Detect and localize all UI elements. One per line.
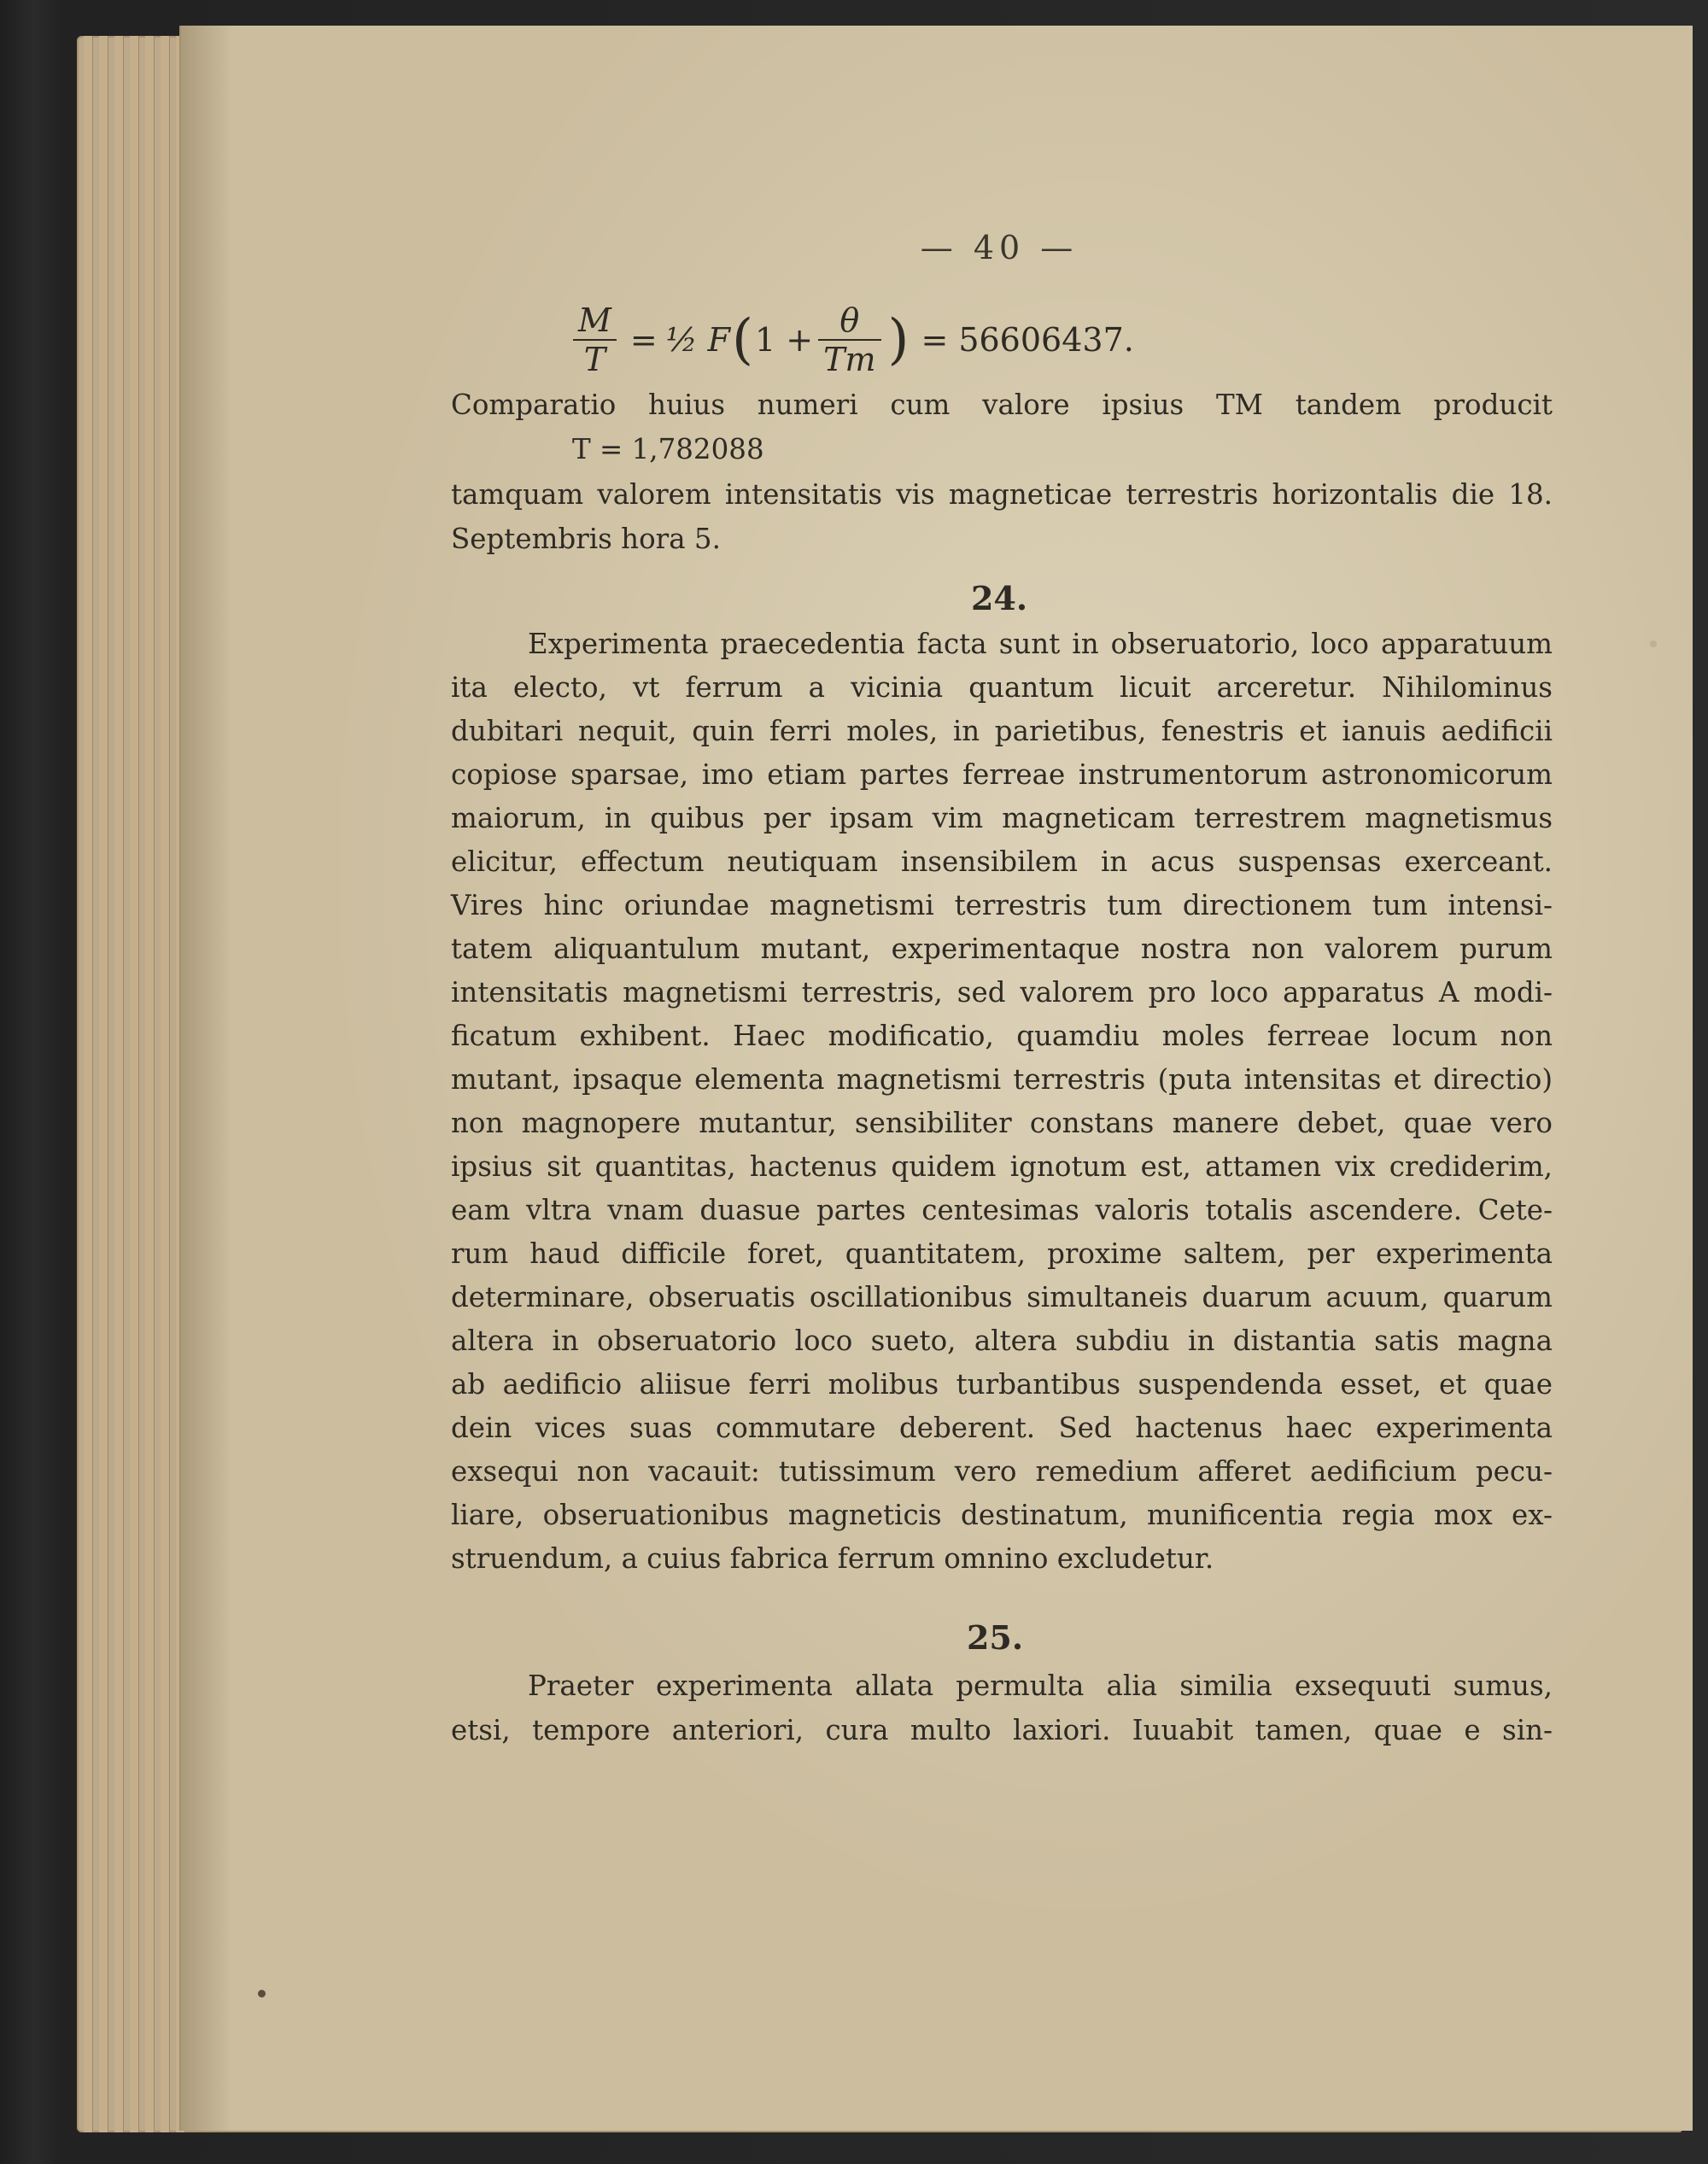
paragraph-line: ab aedificio aliisue ferri molibus turbantibus suspendenda esset, et quae bbox=[451, 1368, 1553, 1401]
section-number: 25. bbox=[966, 1618, 1024, 1657]
page-edge bbox=[84, 36, 93, 2132]
paragraph-line: ita electo, vt ferrum a vicinia quantum licuit arceretur. Nihilominus bbox=[451, 671, 1553, 704]
text-line: tamquam valorem intensitatis vis magneticae terrestris horizontalis die 18. bbox=[451, 478, 1553, 511]
page-edge bbox=[130, 36, 139, 2132]
paragraph-line: copiose sparsae, imo etiam partes ferreae instrumentorum astronomicorum bbox=[451, 758, 1553, 791]
page-number: — 40 — bbox=[920, 229, 1079, 266]
numerator: θ bbox=[839, 301, 860, 339]
ink-spot bbox=[258, 1990, 266, 1997]
paragraph-line: struendum, a cuius fabrica ferrum omnino excludetur. bbox=[451, 1542, 1214, 1575]
denominator: T bbox=[583, 340, 606, 378]
paragraph-line: Experimenta praecedentia facta sunt in obseruatorio, loco apparatuum bbox=[528, 628, 1553, 660]
page-edge bbox=[114, 36, 124, 2132]
equals-sign: = bbox=[921, 320, 949, 359]
page-edge bbox=[161, 36, 170, 2132]
section-number: 24. bbox=[970, 579, 1028, 617]
page-edge bbox=[145, 36, 155, 2132]
fraction-theta-over-tm bbox=[818, 301, 880, 378]
numerator: M bbox=[578, 301, 611, 339]
paragraph-line: elicitur, effectum neutiquam insensibilem in acus suspensas exerceant. bbox=[451, 845, 1553, 878]
paragraph-line: tatem aliquantulum mutant, experimentaque nostra non valorem purum bbox=[451, 933, 1553, 965]
paragraph-line: ficatum exhibent. Haec modificatio, quamdiu moles ferreae locum non bbox=[451, 1020, 1553, 1052]
paragraph-line: determinare, obseruatis oscillationibus simultaneis duarum acuum, quarum bbox=[451, 1281, 1553, 1313]
text-line: Septembris hora 5. bbox=[451, 523, 721, 555]
paragraph-line: eam vltra vnam duasue partes centesimas valoris totalis ascendere. Cete- bbox=[451, 1194, 1553, 1226]
paragraph-line: etsi, tempore anteriori, cura multo laxiori. Iuuabit tamen, quae e sin- bbox=[451, 1714, 1553, 1746]
paragraph-line: intensitatis magnetismi terrestris, sed valorem pro loco apparatus A modi- bbox=[451, 976, 1553, 1009]
fraction-m-over-t bbox=[573, 301, 617, 378]
paragraph-line: liare, obseruationibus magneticis destinatum, munificentia regia mox ex- bbox=[451, 1499, 1553, 1531]
equation-line: T = 1,782088 bbox=[572, 433, 764, 465]
formula bbox=[568, 299, 1134, 380]
text-line: Comparatio huius numeri cum valore ipsius TM tandem producit bbox=[451, 389, 1553, 421]
paren-open: ( bbox=[732, 307, 754, 371]
paragraph-line: rum haud difficile foret, quantitatem, proxime saltem, per experimenta bbox=[451, 1237, 1553, 1270]
formula-result: 56606437. bbox=[958, 320, 1134, 359]
paragraph-line: dubitari nequit, quin ferri moles, in parietibus, fenestris et ianuis aedificii bbox=[451, 715, 1553, 747]
paragraph-line: dein vices suas commutare deberent. Sed hactenus haec experimenta bbox=[451, 1412, 1553, 1444]
paragraph-line: mutant, ipsaque elementa magnetismi terrestris (puta intensitas et directio) bbox=[451, 1063, 1553, 1096]
paragraph-line: non magnopere mutantur, sensibiliter constans manere debet, quae vero bbox=[451, 1107, 1553, 1139]
page-edge bbox=[99, 36, 108, 2132]
ink-spot bbox=[1650, 640, 1657, 647]
paragraph-line: Praeter experimenta allata permulta alia similia exsequuti sumus, bbox=[528, 1670, 1553, 1702]
equals-sign: = bbox=[629, 320, 658, 359]
paren-close: ) bbox=[887, 307, 910, 371]
one-plus: 1 + bbox=[755, 320, 814, 359]
denominator: Tm bbox=[823, 340, 876, 378]
paragraph-line: altera in obseruatorio loco sueto, altera subdiu in distantia satis magna bbox=[451, 1325, 1553, 1357]
paragraph-line: Vires hinc oriundae magnetismi terrestris tum directionem tum intensi- bbox=[451, 889, 1553, 921]
paragraph-line: maiorum, in quibus per ipsam vim magneticam terrestrem magnetismus bbox=[451, 802, 1553, 834]
coefficient: ½ F bbox=[665, 320, 731, 359]
paragraph-line: ipsius sit quantitas, hactenus quidem ignotum est, attamen vix crediderim, bbox=[451, 1150, 1553, 1183]
paragraph-line: exsequi non vacauit: tutissimum vero remedium afferet aedificium pecu- bbox=[451, 1455, 1553, 1488]
